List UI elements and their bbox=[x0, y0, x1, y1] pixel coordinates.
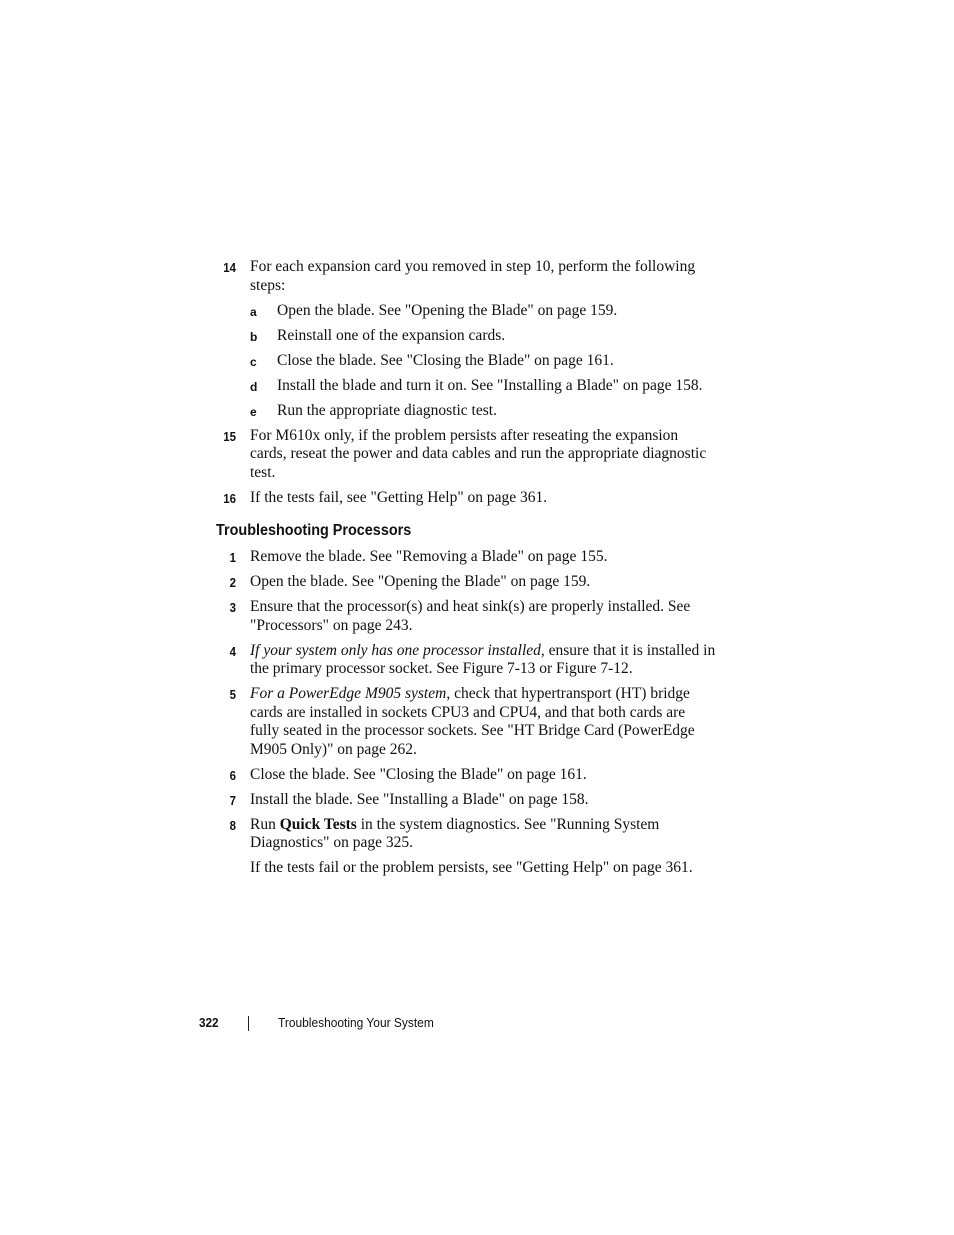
step-text-prefix: Run bbox=[250, 815, 280, 833]
step-number: 4 bbox=[229, 643, 236, 659]
step-text: If the tests fail, see "Getting Help" on page 361. bbox=[250, 488, 548, 506]
substep-d bbox=[216, 377, 716, 396]
step-number: 1 bbox=[229, 550, 236, 565]
step-number: 8 bbox=[229, 817, 236, 833]
step-number: 7 bbox=[229, 792, 236, 808]
chapter-title: Troubleshooting Your System bbox=[278, 1015, 434, 1030]
step-number: 3 bbox=[229, 600, 236, 615]
step-text: Install the blade. See "Installing a Blade" on page 158. bbox=[250, 790, 589, 808]
substep-text: Reinstall one of the expansion cards. bbox=[277, 326, 506, 344]
substep-letter: b bbox=[250, 329, 258, 344]
substep-text: Open the blade. See "Opening the Blade" on page 159. bbox=[277, 301, 618, 319]
page-content bbox=[216, 258, 716, 884]
step-text: in the system diagnostics. See "Running System Diagnostics" on page 325. bbox=[250, 815, 660, 851]
substep-letter: c bbox=[250, 354, 257, 369]
step-italic-text: For a PowerEdge M905 system bbox=[250, 685, 447, 702]
step-bold-text: Quick Tests bbox=[279, 815, 357, 833]
proc-step-1 bbox=[216, 548, 716, 567]
proc-step-3 bbox=[216, 598, 716, 635]
substep-text: Install the blade and turn it on. See "Installing a Blade" on page 158. bbox=[277, 376, 703, 394]
substep-text: Close the blade. See "Closing the Blade" on page 161. bbox=[277, 351, 614, 369]
substep-c bbox=[216, 352, 716, 371]
step-italic-text: If your system only has one processor installed bbox=[250, 641, 541, 659]
step-number: 15 bbox=[223, 428, 236, 444]
step-number: 2 bbox=[229, 575, 236, 590]
step-15 bbox=[216, 427, 716, 483]
step-number: 14 bbox=[223, 260, 236, 275]
proc-step-7 bbox=[216, 791, 716, 810]
substep-letter: a bbox=[250, 304, 257, 319]
proc-step-5 bbox=[216, 685, 716, 759]
proc-step-8 bbox=[216, 816, 716, 853]
step-number: 5 bbox=[229, 687, 236, 702]
substep-a bbox=[216, 302, 716, 321]
step-text: Open the blade. See "Opening the Blade" on page 159. bbox=[250, 573, 591, 590]
step-text: Remove the blade. See "Removing a Blade" on page 155. bbox=[250, 548, 608, 565]
step-16 bbox=[216, 489, 716, 508]
proc-step-4 bbox=[216, 642, 716, 679]
substep-b bbox=[216, 327, 716, 346]
substep-letter: d bbox=[250, 379, 258, 394]
step-text: , check that hypertransport (HT) bridge cards are installed in sockets CPU3 and CPU4, and that both cards are fully seated in the processor sockets. See "HT Bridge Card (PowerEdge M905 Only)" on page 262. bbox=[250, 685, 695, 758]
step-text: Close the blade. See "Closing the Blade" on page 161. bbox=[250, 765, 587, 783]
step-text: Ensure that the processor(s) and heat sink(s) are properly installed. See "Processors" on page 243. bbox=[250, 598, 691, 634]
closing-paragraph: If the tests fail or the problem persists, see "Getting Help" on page 361. bbox=[250, 859, 693, 876]
step-number: 6 bbox=[229, 767, 236, 783]
step-text: , ensure that it is installed in the primary processor socket. See Figure 7-13 or Figure 7-12. bbox=[250, 641, 716, 677]
section-heading: Troubleshooting Processors bbox=[216, 522, 412, 539]
substep-letter: e bbox=[250, 404, 257, 419]
proc-step-2 bbox=[216, 573, 716, 592]
step-14 bbox=[216, 258, 716, 295]
proc-step-6 bbox=[216, 766, 716, 785]
page-number: 322 bbox=[199, 1015, 219, 1030]
step-text: For each expansion card you removed in step 10, perform the following steps: bbox=[250, 258, 696, 294]
footer-divider bbox=[248, 1016, 249, 1031]
substep-text: Run the appropriate diagnostic test. bbox=[277, 401, 497, 419]
step-number: 16 bbox=[223, 490, 236, 506]
substep-e bbox=[216, 402, 716, 421]
step-text: For M610x only, if the problem persists after reseating the expansion cards, reseat the power and data cables and run the appropriate diagnostic test. bbox=[250, 426, 707, 481]
